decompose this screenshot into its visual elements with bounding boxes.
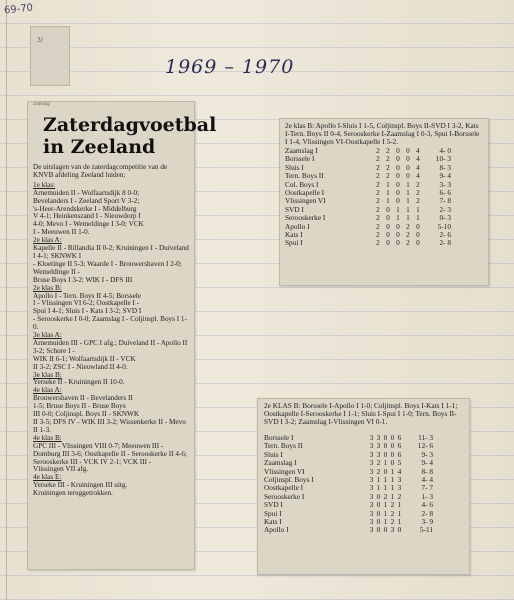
- stat-cell: 1: [386, 196, 390, 206]
- team-name-cell: Serooskerke I: [264, 491, 305, 501]
- team-name-cell: SVD I: [264, 500, 283, 510]
- team-name-cell: Oostkapelle I: [285, 188, 325, 198]
- result-line: Yerseke II - Kruiningen II 10-0.: [33, 378, 125, 387]
- stat-cell: 0: [406, 171, 410, 181]
- stat-cell: 1: [383, 483, 388, 493]
- stat-cell: 6: [397, 449, 402, 459]
- table-row: [285, 223, 451, 231]
- stat-cell: 2: [386, 162, 390, 172]
- stat-cell: 2: [376, 171, 380, 181]
- stat-cell: 2: [376, 179, 380, 189]
- section-heading: 4e klas E:: [33, 473, 62, 482]
- stat-cell: 0: [376, 491, 381, 501]
- left-newspaper-clipping: [27, 101, 217, 570]
- stat-cell: 0: [390, 441, 395, 451]
- results-paragraph: 2e KLAS B: Borssele I-Apollo I 1-0; Coljinspl. Boys I-Kats I 1-1; Oostkapelle I-Serooskerke I 1-1; Sluis I-Spui I 1-0; Tern. Boys II-SVD I 3-2; Zaamslag I-Vlissingen VI 0-1.: [264, 401, 458, 426]
- stat-cell: 0: [390, 449, 395, 459]
- stat-cell: 0: [396, 146, 400, 155]
- stat-cell: 0: [416, 221, 420, 231]
- standings-table: [285, 147, 451, 248]
- stat-cell: 2: [383, 491, 388, 501]
- stat-cell: 1: [397, 508, 402, 518]
- stat-cell: 1: [406, 204, 410, 214]
- goals-cell: 4- 4: [421, 475, 433, 485]
- result-line: V 4-1; Heinkenszand I - Nieuwdorp I: [33, 212, 141, 221]
- team-name-cell: Zaamslag I: [285, 146, 318, 155]
- stat-cell: 1: [396, 204, 400, 214]
- stat-cell: 1: [406, 179, 410, 189]
- handwritten-year-heading: 1969 – 1970: [165, 56, 295, 78]
- stat-cell: 1: [390, 475, 395, 485]
- stat-cell: 1: [386, 179, 390, 189]
- result-line: Arnemuiden II - Wolfaartsdijk 8 0-0;: [33, 188, 140, 197]
- stat-cell: 0: [383, 441, 388, 451]
- stat-cell: 2: [390, 500, 395, 510]
- stat-cell: 0: [383, 525, 388, 535]
- team-name-cell: Coljinspl. Boys I: [264, 475, 314, 485]
- results-list: [33, 182, 189, 498]
- team-name-cell: Oostkapelle I: [264, 483, 304, 493]
- stat-cell: 0: [406, 154, 410, 164]
- goals-cell: 6- 6: [439, 188, 451, 198]
- stat-cell: 2: [376, 204, 380, 214]
- table-row: [264, 510, 433, 518]
- goals-cell: 2- 8: [421, 508, 433, 518]
- team-name-cell: Vlissingen VI: [264, 466, 305, 476]
- team-name-cell: Col. Boys I: [285, 179, 319, 189]
- goals-cell: 1- 3: [421, 491, 433, 501]
- stat-cell: 4: [397, 466, 402, 476]
- stat-cell: 6: [397, 441, 402, 451]
- stat-cell: 0: [396, 162, 400, 172]
- team-name-cell: Serooskerke I: [285, 213, 326, 223]
- result-line: GPC III - Vlissingen VIII 0-7; Meeuwen III - Domburg III 3-6; Oostkapelle II - Serooskerke II 4-6; Serooskerke III - VCK IV 2-1; VCK III -: [33, 441, 187, 466]
- goals-cell: 5-10: [437, 221, 451, 231]
- standings-table: [264, 434, 433, 535]
- stat-cell: 0: [383, 449, 388, 459]
- team-name-cell: Sluis I: [264, 449, 283, 459]
- goals-cell: 7- 8: [439, 196, 451, 206]
- result-line: III 0-0; Coljinspl. Boys II - SKNWK: [33, 410, 140, 419]
- stat-cell: 2: [376, 162, 380, 172]
- stat-cell: 3: [369, 441, 374, 451]
- team-name-cell: Vlissingen VI: [285, 196, 326, 206]
- result-line: - Kloetinge II 5-3; Waarde I - Brouwershaven I 2-0; Wemeldinge II -: [33, 259, 182, 276]
- stat-cell: 4: [416, 171, 420, 181]
- team-name-cell: Spui I: [264, 508, 282, 518]
- result-line: I - Vlissingen VI 6-2; Oostkapelle I -: [33, 299, 140, 308]
- stat-cell: 1: [397, 500, 402, 510]
- stat-cell: 2: [390, 508, 395, 518]
- stat-cell: 1: [376, 475, 381, 485]
- team-name-cell: SVD I: [285, 204, 304, 214]
- result-line: WIK II 6-1; Wolfaartsdijk II - VCK: [33, 354, 136, 363]
- table-row: [285, 231, 451, 239]
- result-line: Yerseke III - Kruiningen III uitg.: [33, 481, 128, 490]
- stat-cell: 0: [396, 154, 400, 164]
- result-line: II 3-5; DFS IV - WIK III 3-2; Wissenkerke II - Mevo II 1-3.: [33, 418, 186, 434]
- result-line: Spui I 4-1; Sluis I - Kats I 3-2; SVD I: [33, 307, 142, 316]
- stat-cell: 1: [383, 508, 388, 518]
- stat-cell: 0: [386, 221, 390, 231]
- stat-cell: 1: [406, 196, 410, 206]
- stat-cell: 0: [376, 525, 381, 535]
- result-line: - Serooskerke I 0-0; Zaamslag I - Coljinspl. Boys I 1-0.: [33, 315, 187, 332]
- stat-cell: 3: [369, 525, 374, 535]
- table-row: [285, 155, 451, 163]
- stat-cell: 1: [383, 458, 388, 468]
- section-heading: 4e klas B:: [33, 433, 62, 442]
- team-name-cell: Apollo I: [264, 525, 289, 535]
- table-row: [285, 239, 451, 247]
- stat-cell: 4: [416, 162, 420, 172]
- result-line: 's-Heer-Arendskerke I - Middelburg: [33, 204, 137, 213]
- stat-cell: 1: [383, 475, 388, 485]
- goals-cell: 2- 6: [439, 230, 451, 240]
- bottom-right-newspaper-clipping: [257, 398, 470, 575]
- stat-cell: 0: [416, 230, 420, 240]
- result-line: Brouwershaven II - Bevelanders II: [33, 394, 133, 403]
- team-name-cell: Spui I: [285, 238, 303, 248]
- stat-cell: 1: [383, 500, 388, 510]
- stat-cell: 2: [376, 154, 380, 164]
- goals-cell: 9- 3: [421, 449, 433, 459]
- stat-cell: 1: [390, 491, 395, 501]
- goals-cell: 12- 6: [417, 441, 433, 451]
- goals-cell: 5-11: [419, 525, 433, 535]
- stat-cell: 2: [406, 221, 410, 231]
- stat-cell: 2: [376, 188, 380, 198]
- goals-cell: 3- 9: [421, 517, 433, 527]
- goals-cell: 2- 3: [439, 204, 451, 214]
- stat-cell: 6: [397, 433, 402, 442]
- stat-cell: 2: [397, 491, 402, 501]
- stat-cell: 1: [397, 517, 402, 527]
- stat-cell: 3: [397, 483, 402, 493]
- stat-cell: 3: [369, 508, 374, 518]
- stat-cell: 3: [369, 466, 374, 476]
- stat-cell: 0: [383, 466, 388, 476]
- headline-line-1: Zaterdagvoetbal: [43, 114, 217, 136]
- stat-cell: 3: [369, 517, 374, 527]
- result-line: Kapelle II - Rillandia II 0-2; Kruiningen I - Duiveland I 4-1; SKNWK I: [33, 244, 189, 260]
- team-name-cell: Apollo I: [285, 221, 310, 231]
- stat-cell: 1: [386, 188, 390, 198]
- stat-cell: 0: [390, 433, 395, 442]
- team-name-cell: Borssele I: [264, 433, 294, 442]
- goals-cell: 2- 8: [439, 238, 451, 248]
- stat-cell: 0: [390, 458, 395, 468]
- stat-cell: 0: [386, 230, 390, 240]
- results-paragraph: 2e klas B: Apollo I-Sluis I 1-5, Coljinspl. Boys II-SVD I 3-2, Kats I-Tern. Boys II 0-4, Serooskerke I-Zaamslag I 0-3, Spui I-Borssele I 1-4, Vlissingen VI-Oostkapelle I 5-2.: [285, 121, 480, 146]
- stat-cell: 0: [396, 196, 400, 206]
- stat-cell: 0: [396, 171, 400, 181]
- result-line: II 3-2; ZSC I - Nieuwland II 4-0.: [33, 362, 128, 371]
- stat-cell: 1: [376, 483, 381, 493]
- result-line: 1-5; Bruse Boys II - Bruse Boys: [33, 402, 126, 411]
- stat-cell: 0: [396, 230, 400, 240]
- table-row: [264, 518, 433, 526]
- stat-cell: 2: [376, 458, 381, 468]
- team-name-cell: Kats I: [264, 517, 282, 527]
- headline-line-2: in Zeeland: [43, 136, 156, 158]
- stat-cell: 2: [376, 466, 381, 476]
- stat-cell: 3: [369, 475, 374, 485]
- section-heading: 2e klas A:: [33, 236, 62, 245]
- stat-cell: 0: [386, 213, 390, 223]
- team-name-cell: Kats I: [285, 230, 303, 240]
- corner-handwritten-note: 69-70: [3, 2, 34, 17]
- stat-cell: 3: [376, 433, 381, 442]
- stat-cell: 0: [376, 508, 381, 518]
- corner-scrap-text: 3/: [37, 37, 43, 44]
- stat-cell: 1: [406, 213, 410, 223]
- top-right-newspaper-clipping: [279, 118, 489, 286]
- stat-cell: 0: [396, 179, 400, 189]
- stat-cell: 0: [386, 238, 390, 248]
- stat-cell: 2: [376, 221, 380, 231]
- stat-cell: 0: [386, 204, 390, 214]
- clipping-headline: [43, 114, 217, 158]
- goals-cell: 7- 7: [421, 483, 433, 493]
- stat-cell: 0: [376, 517, 381, 527]
- clipping-stub-text: zaterdag: [33, 102, 50, 107]
- goals-cell: 4- 6: [421, 500, 433, 510]
- stat-cell: 5: [397, 458, 402, 468]
- stat-cell: 3: [369, 483, 374, 493]
- section-heading: 3e klas B:: [33, 370, 62, 379]
- stat-cell: 0: [406, 162, 410, 172]
- goals-cell: 0- 3: [439, 213, 451, 223]
- stat-cell: 3: [369, 500, 374, 510]
- stat-cell: 2: [376, 213, 380, 223]
- table-row: [264, 501, 433, 509]
- stat-cell: 4: [416, 154, 420, 164]
- stat-cell: 1: [406, 188, 410, 198]
- goals-cell: 11- 3: [418, 433, 433, 442]
- stat-cell: 2: [376, 230, 380, 240]
- clipping-intro: De uitslagen van de zaterdagcompetitie van de KNVB afdeling Zeeland luiden:: [33, 163, 168, 179]
- team-name-cell: Borssele I: [285, 154, 315, 164]
- stat-cell: 3: [369, 458, 374, 468]
- stat-cell: 0: [396, 188, 400, 198]
- goals-cell: 10- 3: [435, 154, 451, 164]
- stat-cell: 3: [369, 433, 374, 442]
- section-heading: 2e klas B:: [33, 283, 62, 292]
- stat-cell: 3: [376, 449, 381, 459]
- stat-cell: 1: [416, 213, 420, 223]
- result-line: Arnemuiden III - GPC I afg.; Duiveland II - Apollo II 3-2; Schore I -: [33, 338, 188, 355]
- stat-cell: 0: [397, 525, 402, 535]
- stat-cell: 2: [416, 179, 420, 189]
- team-name-cell: Sluis I: [285, 162, 304, 172]
- stat-cell: 2: [406, 230, 410, 240]
- stat-cell: 4: [416, 146, 420, 155]
- team-name-cell: Tern. Boys II: [285, 171, 324, 181]
- stat-cell: 1: [390, 483, 395, 493]
- margin-line: [6, 0, 7, 600]
- stat-cell: 0: [396, 238, 400, 248]
- corner-paper-scrap: [30, 26, 70, 86]
- result-line: Kruiningen teruggetrokken.: [33, 489, 113, 498]
- stat-cell: 0: [416, 238, 420, 248]
- result-line: 4-0; Mevo I - Wemeldinge I 3-0; VCK: [33, 220, 144, 229]
- stat-cell: 2: [406, 238, 410, 248]
- stat-cell: 3: [369, 491, 374, 501]
- section-heading: 4e klas A:: [33, 386, 62, 395]
- stat-cell: 0: [406, 146, 410, 155]
- stat-cell: 0: [396, 221, 400, 231]
- stat-cell: 2: [386, 154, 390, 164]
- goals-cell: 8- 8: [421, 466, 433, 476]
- goals-cell: 9- 4: [421, 458, 433, 468]
- stat-cell: 2: [386, 146, 390, 155]
- stat-cell: 3: [376, 441, 381, 451]
- stat-cell: 2: [376, 238, 380, 248]
- stat-cell: 2: [390, 517, 395, 527]
- stat-cell: 3: [369, 449, 374, 459]
- result-line: Vlissingen VII afg.: [33, 465, 89, 474]
- stat-cell: 2: [376, 196, 380, 206]
- table-row: [285, 197, 451, 205]
- stat-cell: 3: [390, 525, 395, 535]
- result-line: Apollo I - Tern. Boys II 4-5; Borssele: [33, 291, 141, 300]
- stat-cell: 2: [416, 188, 420, 198]
- stat-cell: 0: [376, 500, 381, 510]
- stat-cell: 2: [376, 146, 380, 155]
- stat-cell: 1: [416, 204, 420, 214]
- goals-cell: 3- 3: [439, 179, 451, 189]
- stat-cell: 1: [383, 517, 388, 527]
- stat-cell: 1: [396, 213, 400, 223]
- team-name-cell: Tern. Boys II: [264, 441, 303, 451]
- team-name-cell: Zaamslag I: [264, 458, 297, 468]
- goals-cell: 8- 3: [439, 162, 451, 172]
- stat-cell: 3: [397, 475, 402, 485]
- stat-cell: 2: [386, 171, 390, 181]
- stat-cell: 1: [390, 466, 395, 476]
- stat-cell: 2: [416, 196, 420, 206]
- table-row: [264, 526, 433, 534]
- result-line: Bruse Boys I 3-2; WIK I - DFS III: [33, 275, 133, 284]
- section-heading: 3e klas A:: [33, 331, 62, 340]
- goals-cell: 9- 4: [439, 171, 451, 181]
- result-line: I - Meeuwen II 1-0.: [33, 228, 90, 237]
- table-row: [264, 442, 433, 450]
- section-heading: 1e klas:: [33, 180, 56, 189]
- table-row: [264, 493, 433, 501]
- result-line: Bevelanders I - Zeeland Sport V 3-2;: [33, 196, 140, 205]
- goals-cell: 4- 0: [439, 146, 451, 155]
- stat-cell: 0: [383, 433, 388, 442]
